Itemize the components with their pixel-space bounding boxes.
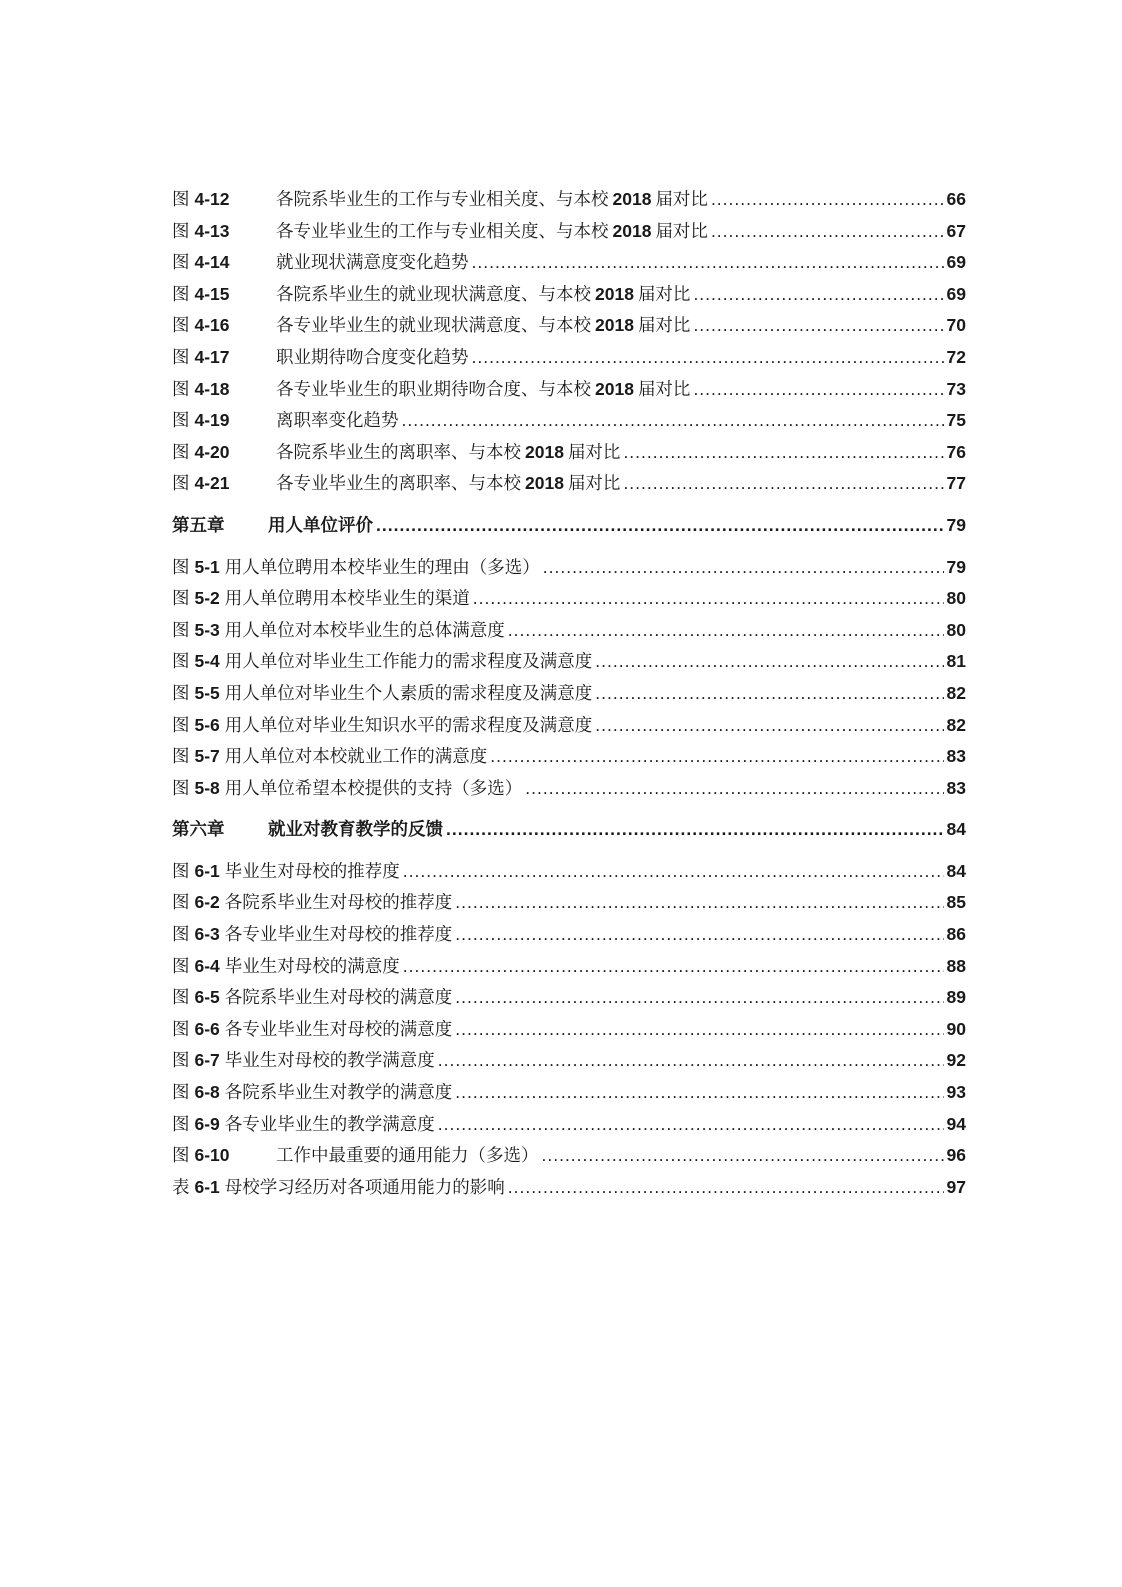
entry-number: 5-4: [194, 651, 220, 672]
page-number: 84: [946, 819, 966, 840]
entry-kind: 图: [172, 221, 190, 242]
entry-kind: 图: [172, 442, 190, 463]
entry-kind: 图: [172, 589, 190, 610]
page-number: 97: [946, 1176, 966, 1197]
entry-title: 各院系毕业生对教学的满意度: [224, 1083, 453, 1104]
entry-title-year: 2018: [612, 189, 652, 209]
page-number: 82: [946, 714, 966, 735]
entry-prefix: [172, 680, 220, 705]
entry-number: 4-18: [194, 378, 230, 399]
dot-leader: [623, 473, 943, 494]
chapter-5-heading[interactable]: [172, 512, 966, 544]
dot-leader: [455, 924, 943, 945]
toc-entry[interactable]: [172, 1111, 966, 1143]
toc-entry[interactable]: [172, 1079, 966, 1111]
dot-leader: [711, 221, 944, 242]
entry-title-text: 职业期待吻合度变化趋势: [276, 347, 469, 368]
entry-kind: 图: [172, 253, 190, 274]
dot-leader: [473, 588, 944, 609]
toc-entry[interactable]: [172, 1142, 966, 1174]
dot-leader: [472, 252, 944, 273]
entry-prefix: [172, 617, 220, 642]
entry-title-suffix: 届对比: [567, 442, 621, 463]
entry-number: 6-6: [194, 1018, 220, 1039]
chapter-label: 第五章: [172, 515, 225, 536]
entry-prefix: [172, 712, 220, 737]
entry-title: 用人单位对毕业生个人素质的需求程度及满意度: [224, 683, 593, 704]
toc-entry[interactable]: [172, 953, 966, 985]
entry-prefix: [172, 858, 220, 883]
entry-title: [276, 439, 620, 464]
dot-leader: [711, 189, 944, 210]
entry-title-text: 各专业毕业生的工作与专业相关度、与本校: [276, 221, 609, 242]
entry-title: 毕业生对母校的满意度: [224, 956, 400, 977]
entry-kind: 图: [172, 379, 190, 400]
dot-leader: [595, 715, 943, 736]
entry-kind: 图: [172, 411, 190, 432]
entry-number: 6-2: [194, 892, 220, 913]
entry-prefix: [172, 743, 220, 768]
figure-list-chapter-6-extra: [172, 1142, 966, 1174]
toc-entry[interactable]: [172, 680, 966, 712]
entry-prefix: [172, 218, 276, 243]
entry-kind: 图: [172, 557, 190, 578]
entry-kind: 图: [172, 620, 190, 641]
entry-title-suffix: 届对比: [567, 474, 621, 495]
dot-leader: [455, 892, 943, 913]
dot-leader: [438, 1114, 944, 1135]
dot-leader: [403, 956, 944, 977]
entry-prefix: [172, 281, 276, 306]
entry-number: 5-2: [194, 588, 220, 609]
entry-kind: 图: [172, 683, 190, 704]
entry-title: 母校学习经历对各项通用能力的影响: [224, 1177, 505, 1198]
page-number: 69: [946, 252, 966, 273]
entry-number: 5-3: [194, 619, 220, 640]
dot-leader: [693, 379, 943, 400]
entry-kind: 图: [172, 316, 190, 337]
toc-entry[interactable]: [172, 984, 966, 1016]
entry-kind: 图: [172, 190, 190, 210]
dot-leader: [490, 746, 943, 767]
toc-entry[interactable]: [172, 858, 966, 890]
entry-title: 用人单位对毕业生工作能力的需求程度及满意度: [224, 652, 593, 673]
entry-number: 5-8: [194, 777, 220, 798]
page-number: 80: [946, 588, 966, 609]
entry-title-year: 2018: [525, 441, 564, 462]
page-number: 83: [946, 777, 966, 798]
chapter-6-heading[interactable]: [172, 816, 966, 848]
entry-title-suffix: 届对比: [637, 316, 691, 337]
dot-leader: [525, 778, 943, 799]
entry-title: [276, 312, 690, 337]
entry-number: 6-5: [194, 987, 220, 1008]
chapter-label: 第六章: [172, 820, 225, 841]
page-number: 79: [946, 556, 966, 577]
entry-title-suffix: 届对比: [655, 190, 708, 210]
entry-title: 各专业毕业生的教学满意度: [224, 1114, 435, 1135]
entry-kind: 表: [172, 1177, 190, 1198]
entry-title: 工作中最重要的通用能力（多选）: [276, 1146, 539, 1167]
dot-leader: [455, 1019, 943, 1040]
page-number: 80: [946, 619, 966, 640]
dot-leader: [693, 284, 943, 305]
entry-kind: 图: [172, 715, 190, 736]
page-number: 85: [946, 892, 966, 913]
toc-entry[interactable]: [172, 218, 966, 250]
toc-entry[interactable]: [172, 743, 966, 775]
toc-entry[interactable]: [172, 186, 966, 218]
dot-leader: [446, 819, 944, 840]
page-number: 83: [946, 746, 966, 767]
entry-number: 4-20: [194, 441, 230, 462]
entry-title-text: 各院系毕业生的就业现状满意度、与本校: [276, 284, 591, 305]
table-list-chapter-6: [172, 1174, 966, 1206]
dot-leader: [438, 1050, 944, 1071]
page-number: 76: [946, 441, 966, 462]
dot-leader: [693, 315, 943, 336]
entry-title: [276, 344, 469, 369]
figure-list-chapter-6: [172, 858, 966, 1142]
entry-kind: 图: [172, 1146, 190, 1167]
entry-kind: 图: [172, 652, 190, 673]
entry-kind: 图: [172, 284, 190, 305]
entry-kind: 图: [172, 925, 190, 946]
page-number: 92: [946, 1050, 966, 1071]
dot-leader: [623, 442, 943, 463]
page-number: 66: [946, 189, 966, 209]
entry-title-suffix: 届对比: [655, 221, 708, 242]
page-number: 93: [946, 1082, 966, 1103]
entry-prefix: [172, 1174, 220, 1199]
entry-kind: 图: [172, 956, 190, 977]
toc-entry[interactable]: [172, 712, 966, 744]
entry-title: 各专业毕业生对母校的推荐度: [224, 925, 453, 946]
dot-leader: [508, 620, 944, 641]
toc-entry[interactable]: [172, 617, 966, 649]
toc-entry[interactable]: [172, 1174, 966, 1206]
toc-entry[interactable]: [172, 470, 966, 502]
entry-prefix: [172, 775, 220, 800]
entry-prefix: [172, 312, 276, 337]
entry-kind: 图: [172, 893, 190, 914]
dot-leader: [472, 347, 944, 368]
page-number: 75: [946, 410, 966, 431]
entry-prefix: [172, 439, 276, 464]
entry-prefix: [172, 344, 276, 369]
chapter-title: 就业对教育教学的反馈: [268, 820, 443, 841]
page-number: 69: [946, 283, 966, 304]
dot-leader: [508, 1177, 944, 1198]
entry-prefix: [172, 249, 276, 274]
entry-kind: 图: [172, 747, 190, 768]
entry-title: 毕业生对母校的教学满意度: [224, 1051, 435, 1072]
entry-title: [276, 249, 469, 274]
entry-number: 5-7: [194, 746, 220, 767]
table-of-contents: [172, 186, 966, 1205]
entry-title: 用人单位希望本校提供的支持（多选）: [224, 778, 523, 799]
page-number: 82: [946, 682, 966, 703]
entry-prefix: [172, 470, 276, 495]
page-number: 72: [946, 346, 966, 367]
entry-title-text: 就业现状满意度变化趋势: [276, 253, 469, 274]
toc-entry[interactable]: [172, 585, 966, 617]
entry-title: [276, 281, 690, 306]
entry-prefix: [172, 585, 220, 610]
entry-prefix: [172, 921, 220, 946]
page-number: 89: [946, 987, 966, 1008]
entry-title-text: 离职率变化趋势: [276, 411, 399, 432]
entry-prefix: [172, 648, 220, 673]
entry-kind: 图: [172, 988, 190, 1009]
entry-kind: 图: [172, 474, 190, 495]
toc-entry[interactable]: [172, 889, 966, 921]
entry-prefix: [172, 554, 220, 579]
entry-title: [276, 470, 620, 495]
entry-kind: 图: [172, 778, 190, 799]
page-number: 94: [946, 1113, 966, 1134]
toc-entry[interactable]: [172, 554, 966, 586]
entry-title: 用人单位对毕业生知识水平的需求程度及满意度: [224, 715, 593, 736]
entry-number: 6-7: [194, 1050, 220, 1071]
entry-title-year: 2018: [595, 315, 634, 336]
page-number: 96: [946, 1145, 966, 1166]
entry-number: 4-15: [194, 283, 230, 304]
page-number: 84: [946, 860, 966, 881]
toc-entry[interactable]: [172, 1016, 966, 1048]
toc-entry[interactable]: [172, 439, 966, 471]
page-number: 81: [946, 651, 966, 672]
entry-title-suffix: 届对比: [637, 379, 691, 400]
entry-title: 各院系毕业生对母校的满意度: [224, 988, 453, 1009]
entry-number: 5-1: [194, 556, 220, 577]
entry-title: [276, 218, 708, 243]
dot-leader: [402, 410, 944, 431]
entry-number: 4-12: [194, 189, 230, 209]
figure-list-chapter-4: [172, 186, 966, 502]
entry-prefix: [172, 1016, 220, 1041]
toc-entry[interactable]: [172, 281, 966, 313]
toc-entry[interactable]: [172, 921, 966, 953]
entry-number: 6-3: [194, 924, 220, 945]
toc-entry[interactable]: [172, 249, 966, 281]
page-number: 67: [946, 220, 966, 241]
page-number: 77: [946, 473, 966, 494]
entry-prefix: [172, 889, 220, 914]
entry-title-year: 2018: [595, 283, 634, 304]
entry-title: [276, 186, 708, 211]
entry-number: 6-1: [194, 860, 220, 881]
chapter-title: 用人单位评价: [268, 515, 373, 536]
entry-title: 各专业毕业生对母校的满意度: [224, 1019, 453, 1040]
page-number: 86: [946, 924, 966, 945]
entry-kind: 图: [172, 347, 190, 368]
page-number: 73: [946, 378, 966, 399]
entry-number: 6-4: [194, 955, 220, 976]
toc-entry[interactable]: [172, 775, 966, 807]
toc-entry[interactable]: [172, 376, 966, 408]
entry-number: 6-1: [194, 1176, 220, 1197]
entry-number: 4-19: [194, 410, 230, 431]
dot-leader: [403, 861, 944, 882]
entry-prefix: [172, 1111, 220, 1136]
entry-number: 6-8: [194, 1082, 220, 1103]
dot-leader: [542, 1145, 944, 1166]
toc-entry[interactable]: [172, 407, 966, 439]
entry-number: 4-21: [194, 473, 230, 494]
dot-leader: [455, 1082, 943, 1103]
entry-title: [276, 407, 399, 432]
entry-number: 4-14: [194, 252, 230, 273]
entry-prefix: [172, 1079, 220, 1104]
entry-title-text: 各院系毕业生的工作与专业相关度、与本校: [276, 190, 609, 210]
toc-entry[interactable]: [172, 344, 966, 376]
entry-title: 毕业生对母校的推荐度: [224, 861, 400, 882]
page-number: 70: [946, 315, 966, 336]
toc-entry[interactable]: [172, 312, 966, 344]
entry-title-year: 2018: [525, 473, 564, 494]
entry-title-text: 各专业毕业生的职业期待吻合度、与本校: [276, 379, 591, 400]
dot-leader: [543, 557, 944, 578]
page-number: 88: [946, 955, 966, 976]
figure-list-chapter-5: [172, 554, 966, 807]
entry-kind: 图: [172, 1114, 190, 1135]
entry-number: 6-9: [194, 1113, 220, 1134]
toc-entry[interactable]: [172, 1047, 966, 1079]
entry-title: 用人单位对本校就业工作的满意度: [224, 747, 488, 768]
entry-title-text: 各专业毕业生的就业现状满意度、与本校: [276, 316, 591, 337]
entry-number: 4-17: [194, 346, 230, 367]
dot-leader: [595, 683, 943, 704]
dot-leader: [595, 651, 943, 672]
entry-title: 用人单位聘用本校毕业生的渠道: [224, 589, 470, 610]
entry-number: 4-16: [194, 315, 230, 336]
page-number: 90: [946, 1018, 966, 1039]
entry-title: 用人单位聘用本校毕业生的理由（多选）: [224, 557, 540, 578]
entry-title: [276, 376, 690, 401]
entry-number: 5-6: [194, 714, 220, 735]
entry-prefix: [172, 1142, 276, 1167]
entry-title: 用人单位对本校毕业生的总体满意度: [224, 620, 505, 641]
entry-title: 各院系毕业生对母校的推荐度: [224, 893, 453, 914]
entry-prefix: [172, 984, 220, 1009]
entry-prefix: [172, 1047, 220, 1072]
entry-prefix: [172, 953, 220, 978]
entry-number: 4-13: [194, 220, 230, 241]
entry-title-text: 各专业毕业生的离职率、与本校: [276, 474, 521, 495]
dot-leader: [376, 515, 944, 536]
entry-title-year: 2018: [595, 378, 634, 399]
entry-kind: 图: [172, 861, 190, 882]
entry-title-year: 2018: [612, 220, 652, 241]
page-number: 79: [946, 514, 966, 535]
entry-kind: 图: [172, 1083, 190, 1104]
entry-number: 6-10: [194, 1145, 230, 1166]
entry-kind: 图: [172, 1019, 190, 1040]
entry-prefix: [172, 407, 276, 432]
toc-entry[interactable]: [172, 648, 966, 680]
dot-leader: [455, 987, 943, 1008]
entry-prefix: [172, 376, 276, 401]
entry-number: 5-5: [194, 682, 220, 703]
entry-prefix: [172, 186, 276, 211]
entry-title-text: 各院系毕业生的离职率、与本校: [276, 442, 521, 463]
entry-title-suffix: 届对比: [637, 284, 691, 305]
entry-kind: 图: [172, 1051, 190, 1072]
